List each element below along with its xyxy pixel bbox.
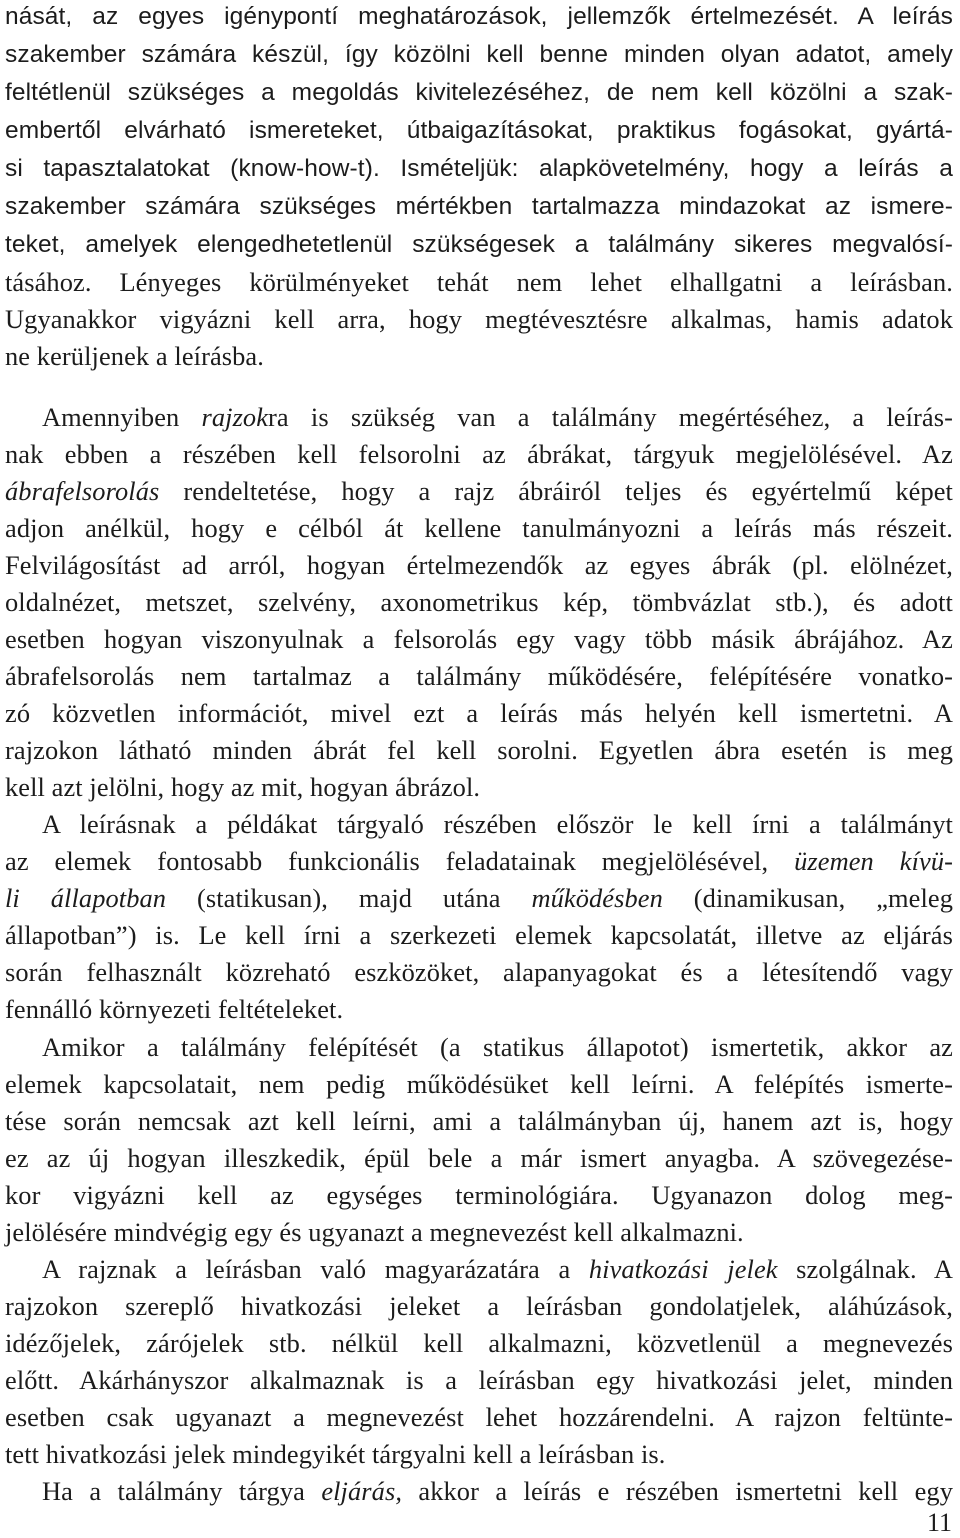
text-line: tett hivatkozási jelek mindegyikét tárgyalni kell a leírásban is. (5, 1439, 666, 1469)
text-line: Amennyiben rajzokra is szükség van a találmány megértéséhez, a leírás- (42, 402, 953, 432)
text-line: nását, az egyes igénypontí meghatározások, jellemzők értelmezését. A leírás (5, 3, 953, 30)
text-line: elemek kapcsolatait, nem pedig működésüket kell leírni. A felépítés ismerte- (5, 1069, 953, 1099)
text-line: ábrafelsorolás nem tartalmaz a találmány működésére, felépítésére vonatko- (5, 661, 953, 691)
text-line: esetben hogyan viszonyulnak a felsorolás egy vagy több másik ábrájához. Az (5, 624, 953, 654)
text-line: az elemek fontosabb funkcionális feladatainak megjelölésével, üzemen kívü- (5, 846, 954, 876)
text-line: ábrafelsorolás rendeltetése, hogy a rajz ábráiról teljes és egyértelmű képet (5, 476, 953, 506)
page-number: 11 (926, 1508, 952, 1537)
text-line: állapotban”) is. Le kell írni a szerkezeti elemek kapcsolatát, illetve az eljárás (5, 920, 953, 950)
text-line: jelölésére mindvégig egy és ugyanazt a megnevezést kell alkalmazni. (5, 1217, 744, 1247)
text-line: ne kerüljenek a leírásba. (5, 341, 264, 371)
text-line: szakember számára készül, így közölni kell benne minden olyan adatot, amely (5, 41, 953, 68)
text-line: kell azt jelölni, hogy az mit, hogyan ábrázol. (5, 772, 481, 802)
text-line: fennálló környezeti feltételeket. (5, 994, 344, 1024)
text-line: tásához. Lényeges körülményeket tehát nem lehet elhallgatni a leírásban. (5, 267, 953, 297)
text-line: ez az új hogyan illeszkedik, épül bele a már ismert anyagba. A szövegezése- (5, 1143, 953, 1173)
text-line: A rajznak a leírásban való magyarázatára a hivatkozási jelek szolgálnak. A (42, 1254, 953, 1284)
text-line: embertől elvárható ismereteket, útbaigazításokat, praktikus fogásokat, gyártá- (5, 117, 953, 144)
text-line: idézőjelek, zárójelek stb. nélkül kell alkalmazni, közvetlenül a megnevezés (5, 1328, 953, 1358)
text-line: tése során nemcsak azt kell leírni, ami a találmányban új, hanem azt is, hogy (5, 1106, 953, 1136)
text-line: si tapasztalatokat (know-how-t). Ismételjük: alapkövetelmény, hogy a leírás a (5, 155, 953, 182)
text-line: során felhasznált közreható eszközöket, alapanyagokat és a létesítendő vagy (5, 957, 953, 987)
text-line: előtt. Akárhányszor alkalmaznak is a leírásban egy hivatkozási jelet, minden (5, 1365, 953, 1395)
text-line: Ha a találmány tárgya eljárás, akkor a leírás e részében ismertetni kell egy (42, 1476, 954, 1506)
text-line: esetben csak ugyanazt a megnevezést lehet hozzárendelni. A rajzon feltünte- (5, 1402, 953, 1432)
text-line: li állapotban (statikusan), majd utána működésben (dinamikusan, „meleg (5, 883, 953, 913)
text-line: oldalnézet, metszet, szelvény, axonometrikus kép, tömbvázlat stb.), és adott (5, 587, 953, 617)
text-line: feltétlenül szükséges a megoldás kivitelezéséhez, de nem kell közölni a szak- (5, 79, 953, 106)
text-line: Felvilágosítást ad arról, hogyan értelmezendők az egyes ábrák (pl. elölnézet, (5, 550, 953, 580)
text-line: kor vigyázni kell az egységes terminológiára. Ugyanazon dolog meg- (5, 1180, 953, 1210)
text-line: Amikor a találmány felépítését (a statikus állapotot) ismertetik, akkor az (42, 1032, 953, 1062)
text-line: rajzokon látható minden ábrát fel kell sorolni. Egyetlen ábra esetén is meg (5, 735, 953, 765)
text-line: nak ebben a részében kell felsorolni az ábrákat, tárgyuk megjelölésével. Az (5, 439, 953, 469)
text-line: teket, amelyek elengedhetetlenül szükségesek a találmány sikeres megvalósí- (5, 231, 953, 258)
text-line: adjon anélkül, hogy e célból át kellene tanulmányozni a leírás más részeit. (5, 513, 953, 543)
text-line: rajzokon szereplő hivatkozási jeleket a leírásban gondolatjelek, aláhúzások, (5, 1291, 953, 1321)
text-line: szakember számára szükséges mértékben tartalmazza mindazokat az ismere- (5, 193, 953, 220)
text-line: zó közvetlen információt, mivel ezt a leírás más helyén kell ismertetni. A (5, 698, 953, 728)
text-line: Ugyanakkor vigyázni kell arra, hogy megtévesztésre alkalmas, hamis adatok (5, 304, 953, 334)
text-line: A leírásnak a példákat tárgyaló részében először le kell írni a találmányt (42, 809, 953, 839)
